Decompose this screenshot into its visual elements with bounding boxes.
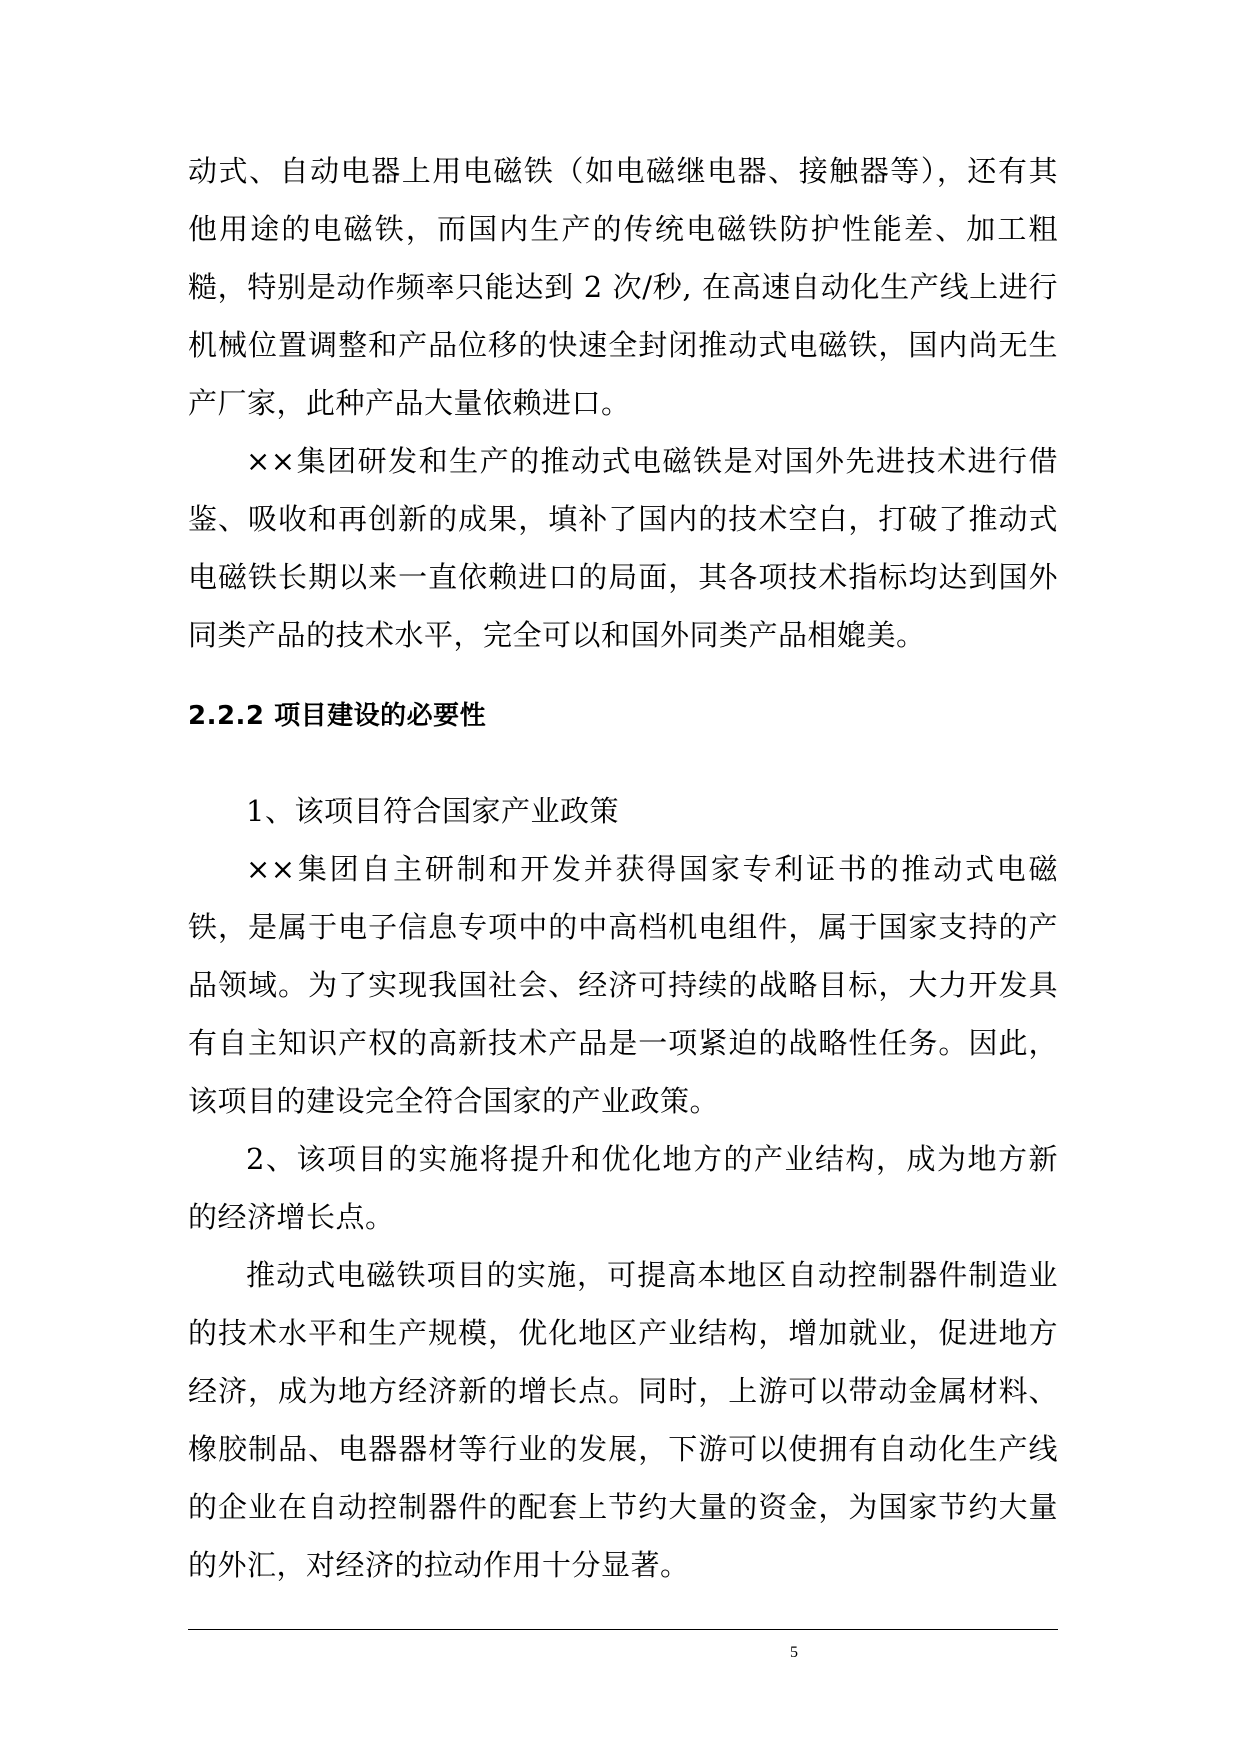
list-item-structure: 2、该项目的实施将提升和优化地方的产业结构，成为地方新的经济增长点。	[188, 1142, 1058, 1234]
footer-divider	[188, 1629, 1058, 1630]
list-item-policy: 1、该项目符合国家产业政策	[246, 794, 619, 828]
paragraph-policy: ××集团自主研制和开发并获得国家专利证书的推动式电磁铁，是属于电子信息专项中的中高档机电组件，属于国家支持的产品领域。为了实现我国社会、经济可持续的战略目标，大力开发具有自主知识产权的高新技术产品是一项紧迫的战略性任务。因此，该项目的建设完全符合国家的产业政策。	[188, 852, 1058, 1118]
section-heading: 2.2.2 项目建设的必要性	[188, 701, 487, 731]
paragraph-continued: 动式、自动电器上用电磁铁（如电磁继电器、接触器等），还有其他用途的电磁铁，而国内生产的传统电磁铁防护性能差、加工粗糙，特别是动作频率只能达到 2 次/秒, 在高速自动化生产线上进行机械位置调整和产品位移的快速全封闭推动式电磁铁，国内尚无生产厂家，此种产品大量依赖进口。	[188, 154, 1058, 420]
paragraph-group-rnd: ××集团研发和生产的推动式电磁铁是对国外先进技术进行借鉴、吸收和再创新的成果，填补了国内的技术空白，打破了推动式电磁铁长期以来一直依赖进口的局面，其各项技术指标均达到国外同类产品的技术水平，完全可以和国外同类产品相媲美。	[188, 444, 1058, 652]
paragraph-structure: 推动式电磁铁项目的实施，可提高本地区自动控制器件制造业的技术水平和生产规模，优化地区产业结构，增加就业，促进地方经济，成为地方经济新的增长点。同时，上游可以带动金属材料、橡胶制品、电器器材等行业的发展，下游可以使拥有自动化生产线的企业在自动控制器件的配套上节约大量的资金，为国家节约大量的外汇，对经济的拉动作用十分显著。	[188, 1258, 1058, 1582]
document-body	[188, 142, 1058, 1594]
page-number: 5	[790, 1644, 798, 1661]
